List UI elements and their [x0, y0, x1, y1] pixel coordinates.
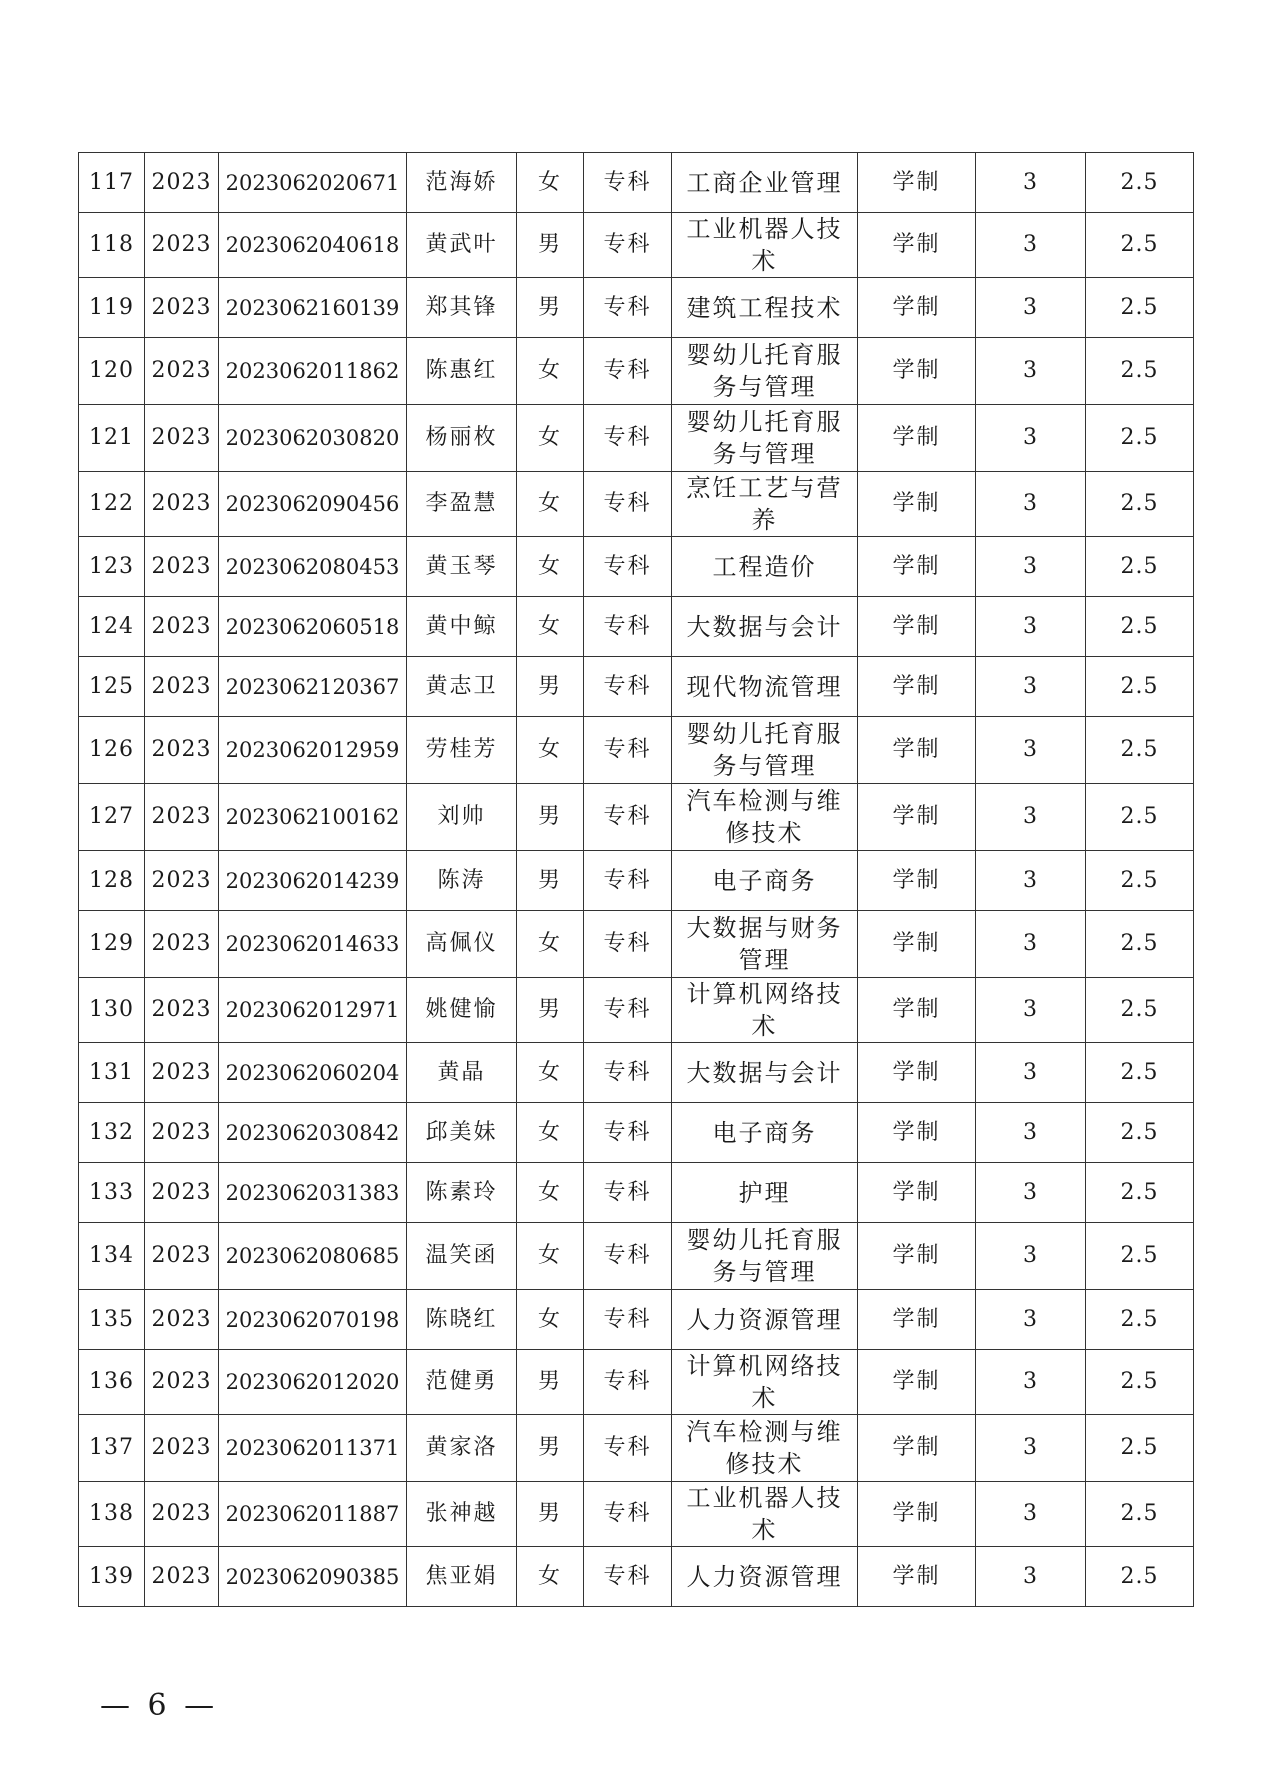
- cell-value: 2.5: [1086, 657, 1194, 717]
- table-row: [79, 978, 1194, 1043]
- cell-value: 2.5: [1086, 213, 1194, 278]
- cell-duration-type: 学制: [858, 851, 976, 911]
- table-row: [79, 784, 1194, 851]
- cell-year: 2023: [145, 153, 219, 213]
- cell-years: 3: [976, 278, 1086, 338]
- cell-no: 136: [79, 1350, 145, 1415]
- cell-level: 专科: [584, 405, 672, 472]
- cell-name: 高佩仪: [407, 911, 517, 978]
- cell-value: 2.5: [1086, 537, 1194, 597]
- cell-name: 黄武叶: [407, 213, 517, 278]
- cell-value: 2.5: [1086, 851, 1194, 911]
- cell-years: 3: [976, 1163, 1086, 1223]
- cell-duration-type: 学制: [858, 1350, 976, 1415]
- cell-value: 2.5: [1086, 1482, 1194, 1547]
- cell-name: 杨丽枚: [407, 405, 517, 472]
- cell-duration-type: 学制: [858, 472, 976, 537]
- cell-major: 现代物流管理: [672, 657, 858, 717]
- cell-name: 黄中鲸: [407, 597, 517, 657]
- cell-duration-type: 学制: [858, 213, 976, 278]
- cell-value: 2.5: [1086, 1290, 1194, 1350]
- table-row: [79, 911, 1194, 978]
- page-number: — 6 —: [100, 1688, 219, 1723]
- cell-duration-type: 学制: [858, 1103, 976, 1163]
- cell-student-id: 2023062012020: [219, 1350, 407, 1415]
- cell-year: 2023: [145, 657, 219, 717]
- cell-student-id: 2023062011887: [219, 1482, 407, 1547]
- cell-duration-type: 学制: [858, 717, 976, 784]
- cell-no: 130: [79, 978, 145, 1043]
- cell-no: 124: [79, 597, 145, 657]
- cell-no: 132: [79, 1103, 145, 1163]
- cell-years: 3: [976, 1290, 1086, 1350]
- cell-duration-type: 学制: [858, 537, 976, 597]
- cell-name: 黄晶: [407, 1043, 517, 1103]
- cell-student-id: 2023062011371: [219, 1415, 407, 1482]
- cell-major: 大数据与会计: [672, 597, 858, 657]
- cell-gender: 男: [517, 1350, 584, 1415]
- cell-gender: 女: [517, 153, 584, 213]
- cell-gender: 男: [517, 1482, 584, 1547]
- cell-student-id: 2023062070198: [219, 1290, 407, 1350]
- cell-name: 陈涛: [407, 851, 517, 911]
- cell-year: 2023: [145, 278, 219, 338]
- cell-years: 3: [976, 1415, 1086, 1482]
- cell-no: 135: [79, 1290, 145, 1350]
- cell-no: 123: [79, 537, 145, 597]
- cell-student-id: 2023062080453: [219, 537, 407, 597]
- cell-gender: 女: [517, 1290, 584, 1350]
- cell-student-id: 2023062090456: [219, 472, 407, 537]
- cell-student-id: 2023062012959: [219, 717, 407, 784]
- cell-value: 2.5: [1086, 153, 1194, 213]
- cell-duration-type: 学制: [858, 1163, 976, 1223]
- cell-no: 126: [79, 717, 145, 784]
- cell-major: 电子商务: [672, 1103, 858, 1163]
- table-row: [79, 1415, 1194, 1482]
- cell-years: 3: [976, 405, 1086, 472]
- cell-student-id: 2023062060204: [219, 1043, 407, 1103]
- cell-value: 2.5: [1086, 978, 1194, 1043]
- cell-gender: 男: [517, 851, 584, 911]
- cell-years: 3: [976, 338, 1086, 405]
- table-row: [79, 1223, 1194, 1290]
- cell-name: 张神越: [407, 1482, 517, 1547]
- cell-year: 2023: [145, 213, 219, 278]
- cell-duration-type: 学制: [858, 978, 976, 1043]
- cell-major: 汽车检测与维修技术: [672, 784, 858, 851]
- cell-duration-type: 学制: [858, 1547, 976, 1607]
- cell-no: 118: [79, 213, 145, 278]
- cell-years: 3: [976, 978, 1086, 1043]
- roster-body: [79, 153, 1194, 1607]
- cell-value: 2.5: [1086, 911, 1194, 978]
- cell-year: 2023: [145, 405, 219, 472]
- cell-duration-type: 学制: [858, 1415, 976, 1482]
- cell-duration-type: 学制: [858, 1290, 976, 1350]
- cell-name: 李盈慧: [407, 472, 517, 537]
- cell-gender: 女: [517, 1223, 584, 1290]
- cell-level: 专科: [584, 717, 672, 784]
- table-row: [79, 472, 1194, 537]
- cell-major: 计算机网络技术: [672, 1350, 858, 1415]
- table-row: [79, 1163, 1194, 1223]
- cell-duration-type: 学制: [858, 784, 976, 851]
- cell-major: 工业机器人技术: [672, 213, 858, 278]
- cell-years: 3: [976, 784, 1086, 851]
- cell-student-id: 2023062031383: [219, 1163, 407, 1223]
- cell-gender: 女: [517, 1547, 584, 1607]
- cell-level: 专科: [584, 784, 672, 851]
- cell-years: 3: [976, 911, 1086, 978]
- cell-year: 2023: [145, 1103, 219, 1163]
- cell-year: 2023: [145, 784, 219, 851]
- table-row: [79, 537, 1194, 597]
- cell-value: 2.5: [1086, 1043, 1194, 1103]
- cell-year: 2023: [145, 1163, 219, 1223]
- cell-level: 专科: [584, 1043, 672, 1103]
- cell-no: 138: [79, 1482, 145, 1547]
- cell-major: 烹饪工艺与营养: [672, 472, 858, 537]
- cell-gender: 男: [517, 278, 584, 338]
- table-row: [79, 153, 1194, 213]
- cell-gender: 女: [517, 537, 584, 597]
- cell-value: 2.5: [1086, 1163, 1194, 1223]
- cell-major: 大数据与财务管理: [672, 911, 858, 978]
- cell-years: 3: [976, 1547, 1086, 1607]
- cell-student-id: 2023062090385: [219, 1547, 407, 1607]
- cell-student-id: 2023062040618: [219, 213, 407, 278]
- cell-level: 专科: [584, 1223, 672, 1290]
- cell-level: 专科: [584, 278, 672, 338]
- cell-major: 工商企业管理: [672, 153, 858, 213]
- cell-duration-type: 学制: [858, 1223, 976, 1290]
- cell-no: 125: [79, 657, 145, 717]
- cell-years: 3: [976, 213, 1086, 278]
- cell-major: 汽车检测与维修技术: [672, 1415, 858, 1482]
- cell-year: 2023: [145, 1290, 219, 1350]
- cell-level: 专科: [584, 338, 672, 405]
- cell-duration-type: 学制: [858, 1043, 976, 1103]
- cell-gender: 男: [517, 978, 584, 1043]
- cell-years: 3: [976, 153, 1086, 213]
- table-row: [79, 717, 1194, 784]
- cell-major: 人力资源管理: [672, 1547, 858, 1607]
- cell-gender: 男: [517, 784, 584, 851]
- cell-gender: 女: [517, 1103, 584, 1163]
- cell-years: 3: [976, 537, 1086, 597]
- cell-years: 3: [976, 657, 1086, 717]
- cell-major: 护理: [672, 1163, 858, 1223]
- cell-year: 2023: [145, 1482, 219, 1547]
- cell-duration-type: 学制: [858, 657, 976, 717]
- cell-name: 黄玉琴: [407, 537, 517, 597]
- cell-student-id: 2023062014633: [219, 911, 407, 978]
- cell-student-id: 2023062030842: [219, 1103, 407, 1163]
- cell-duration-type: 学制: [858, 405, 976, 472]
- cell-major: 工程造价: [672, 537, 858, 597]
- cell-year: 2023: [145, 597, 219, 657]
- cell-major: 婴幼儿托育服务与管理: [672, 405, 858, 472]
- cell-gender: 女: [517, 717, 584, 784]
- cell-year: 2023: [145, 717, 219, 784]
- cell-no: 131: [79, 1043, 145, 1103]
- cell-value: 2.5: [1086, 278, 1194, 338]
- cell-value: 2.5: [1086, 1350, 1194, 1415]
- cell-no: 120: [79, 338, 145, 405]
- cell-level: 专科: [584, 1482, 672, 1547]
- table-row: [79, 1350, 1194, 1415]
- cell-no: 121: [79, 405, 145, 472]
- cell-value: 2.5: [1086, 1547, 1194, 1607]
- student-roster-table: [78, 152, 1194, 1607]
- cell-years: 3: [976, 851, 1086, 911]
- cell-no: 137: [79, 1415, 145, 1482]
- cell-name: 陈晓红: [407, 1290, 517, 1350]
- cell-duration-type: 学制: [858, 1482, 976, 1547]
- table-row: [79, 405, 1194, 472]
- cell-level: 专科: [584, 1350, 672, 1415]
- cell-year: 2023: [145, 911, 219, 978]
- cell-major: 建筑工程技术: [672, 278, 858, 338]
- table-row: [79, 278, 1194, 338]
- cell-level: 专科: [584, 1163, 672, 1223]
- cell-level: 专科: [584, 1290, 672, 1350]
- cell-level: 专科: [584, 213, 672, 278]
- cell-name: 温笑函: [407, 1223, 517, 1290]
- cell-years: 3: [976, 1103, 1086, 1163]
- cell-gender: 女: [517, 1043, 584, 1103]
- cell-level: 专科: [584, 851, 672, 911]
- cell-year: 2023: [145, 338, 219, 405]
- cell-name: 焦亚娟: [407, 1547, 517, 1607]
- cell-student-id: 2023062060518: [219, 597, 407, 657]
- cell-name: 陈素玲: [407, 1163, 517, 1223]
- cell-level: 专科: [584, 978, 672, 1043]
- cell-no: 134: [79, 1223, 145, 1290]
- cell-no: 128: [79, 851, 145, 911]
- table-row: [79, 1482, 1194, 1547]
- cell-duration-type: 学制: [858, 597, 976, 657]
- cell-years: 3: [976, 472, 1086, 537]
- cell-gender: 男: [517, 657, 584, 717]
- cell-student-id: 2023062011862: [219, 338, 407, 405]
- cell-year: 2023: [145, 1547, 219, 1607]
- cell-major: 人力资源管理: [672, 1290, 858, 1350]
- cell-year: 2023: [145, 472, 219, 537]
- cell-years: 3: [976, 1223, 1086, 1290]
- cell-gender: 女: [517, 405, 584, 472]
- cell-gender: 女: [517, 597, 584, 657]
- cell-name: 黄志卫: [407, 657, 517, 717]
- cell-no: 133: [79, 1163, 145, 1223]
- cell-years: 3: [976, 597, 1086, 657]
- cell-gender: 女: [517, 911, 584, 978]
- cell-level: 专科: [584, 153, 672, 213]
- cell-major: 婴幼儿托育服务与管理: [672, 338, 858, 405]
- cell-value: 2.5: [1086, 1103, 1194, 1163]
- cell-level: 专科: [584, 1415, 672, 1482]
- cell-no: 127: [79, 784, 145, 851]
- cell-name: 刘帅: [407, 784, 517, 851]
- cell-year: 2023: [145, 851, 219, 911]
- cell-years: 3: [976, 1043, 1086, 1103]
- table-row: [79, 338, 1194, 405]
- cell-level: 专科: [584, 1103, 672, 1163]
- cell-duration-type: 学制: [858, 153, 976, 213]
- cell-name: 姚健愉: [407, 978, 517, 1043]
- cell-years: 3: [976, 1350, 1086, 1415]
- cell-level: 专科: [584, 472, 672, 537]
- cell-major: 婴幼儿托育服务与管理: [672, 1223, 858, 1290]
- table-row: [79, 851, 1194, 911]
- table-row: [79, 597, 1194, 657]
- cell-gender: 女: [517, 1163, 584, 1223]
- cell-major: 大数据与会计: [672, 1043, 858, 1103]
- cell-level: 专科: [584, 911, 672, 978]
- table-row: [79, 1103, 1194, 1163]
- cell-gender: 女: [517, 472, 584, 537]
- cell-gender: 男: [517, 1415, 584, 1482]
- cell-level: 专科: [584, 597, 672, 657]
- cell-level: 专科: [584, 657, 672, 717]
- cell-major: 计算机网络技术: [672, 978, 858, 1043]
- cell-student-id: 2023062100162: [219, 784, 407, 851]
- cell-major: 电子商务: [672, 851, 858, 911]
- cell-duration-type: 学制: [858, 338, 976, 405]
- cell-value: 2.5: [1086, 472, 1194, 537]
- cell-no: 129: [79, 911, 145, 978]
- cell-name: 范健勇: [407, 1350, 517, 1415]
- table-row: [79, 1547, 1194, 1607]
- cell-value: 2.5: [1086, 717, 1194, 784]
- cell-no: 117: [79, 153, 145, 213]
- table-row: [79, 657, 1194, 717]
- cell-duration-type: 学制: [858, 278, 976, 338]
- cell-student-id: 2023062120367: [219, 657, 407, 717]
- cell-gender: 男: [517, 213, 584, 278]
- cell-student-id: 2023062014239: [219, 851, 407, 911]
- cell-value: 2.5: [1086, 784, 1194, 851]
- cell-years: 3: [976, 1482, 1086, 1547]
- cell-value: 2.5: [1086, 405, 1194, 472]
- cell-name: 邱美妹: [407, 1103, 517, 1163]
- cell-value: 2.5: [1086, 1415, 1194, 1482]
- cell-duration-type: 学制: [858, 911, 976, 978]
- cell-no: 139: [79, 1547, 145, 1607]
- cell-value: 2.5: [1086, 338, 1194, 405]
- cell-year: 2023: [145, 1415, 219, 1482]
- cell-no: 119: [79, 278, 145, 338]
- cell-year: 2023: [145, 537, 219, 597]
- cell-year: 2023: [145, 1223, 219, 1290]
- cell-major: 工业机器人技术: [672, 1482, 858, 1547]
- cell-years: 3: [976, 717, 1086, 784]
- cell-name: 劳桂芳: [407, 717, 517, 784]
- cell-value: 2.5: [1086, 597, 1194, 657]
- cell-gender: 女: [517, 338, 584, 405]
- cell-student-id: 2023062030820: [219, 405, 407, 472]
- table-row: [79, 213, 1194, 278]
- cell-level: 专科: [584, 1547, 672, 1607]
- cell-year: 2023: [145, 1043, 219, 1103]
- cell-name: 黄家洛: [407, 1415, 517, 1482]
- cell-student-id: 2023062160139: [219, 278, 407, 338]
- cell-no: 122: [79, 472, 145, 537]
- cell-year: 2023: [145, 978, 219, 1043]
- cell-year: 2023: [145, 1350, 219, 1415]
- cell-name: 郑其锋: [407, 278, 517, 338]
- cell-value: 2.5: [1086, 1223, 1194, 1290]
- cell-major: 婴幼儿托育服务与管理: [672, 717, 858, 784]
- cell-name: 范海娇: [407, 153, 517, 213]
- cell-student-id: 2023062012971: [219, 978, 407, 1043]
- cell-student-id: 2023062020671: [219, 153, 407, 213]
- cell-name: 陈惠红: [407, 338, 517, 405]
- cell-level: 专科: [584, 537, 672, 597]
- table-row: [79, 1290, 1194, 1350]
- table-row: [79, 1043, 1194, 1103]
- cell-student-id: 2023062080685: [219, 1223, 407, 1290]
